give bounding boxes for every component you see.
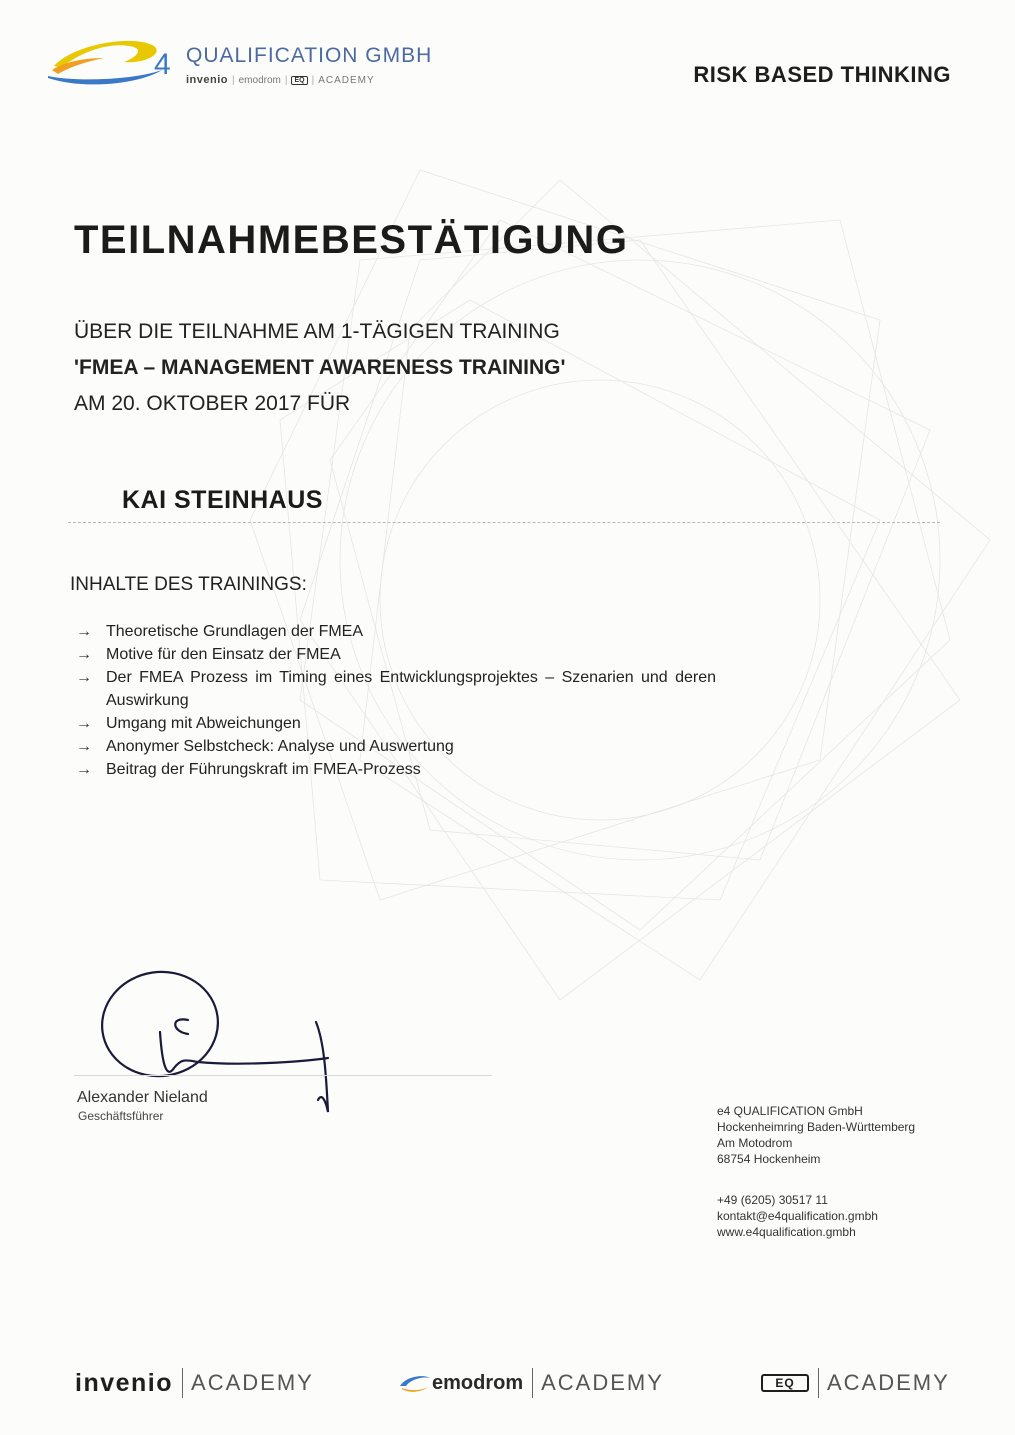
list-item: → Theoretische Grundlagen der FMEA [76,620,716,643]
training-name: 'FMEA – MANAGEMENT AWARENESS TRAINING' [74,356,566,379]
training-topic: RISK BASED THINKING [693,62,951,87]
participant-name: KAI STEINHAUS [122,486,323,514]
list-item: → Anonymer Selbstcheck: Analyse und Auswertung [76,735,716,758]
address-line-1: Hockenheimring Baden-Württemberg [717,1120,916,1134]
address-phone: +49 (6205) 30517 11 [717,1193,828,1207]
signer-role: Geschäftsführer [78,1109,164,1123]
certificate-intro [74,314,565,422]
logo-sub-emodrom: emodrom [238,74,281,86]
intro-line-3: AM 20. OKTOBER 2017 FÜR [74,392,351,415]
address-email: kontakt@e4qualification.gmbh [717,1209,878,1223]
list-item: → Beitrag der Führungskraft im FMEA-Prozess [76,758,716,781]
list-item: → Der FMEA Prozess im Timing eines Entwicklungsprojektes – Szenarien und deren Auswirkung [76,666,716,712]
logo-sub-academy: ACADEMY [318,74,375,86]
address-web: www.e4qualification.gmbh [717,1225,856,1239]
signature-line [74,1075,492,1076]
logo-sub-eq: EQ [291,76,307,85]
contents-heading: INHALTE DES TRAININGS: [70,574,307,595]
arrow-right-icon: → [76,623,92,640]
address-line-3: 68754 Hockenheim [717,1152,821,1166]
emodrom-swoosh-icon [398,1372,432,1394]
address-line-2: Am Motodrom [717,1136,793,1150]
arrow-right-icon: → [76,669,92,686]
document-title: TEILNAHMEBESTÄTIGUNG [74,218,629,262]
footer-emodrom-logo: emodrom ACADEMY [398,1368,664,1398]
contents-list [76,620,716,781]
signer-name: Alexander Nieland [77,1089,208,1106]
list-item: → Motive für den Einsatz der FMEA [76,643,716,666]
company-logo [44,34,433,94]
logo-sub-invenio: invenio [186,74,229,86]
intro-line-1: ÜBER DIE TEILNAHME AM 1-TÄGIGEN TRAINING [74,320,560,343]
arrow-right-icon: → [76,715,92,732]
arrow-right-icon: → [76,646,92,663]
footer-eq-logo: EQ ACADEMY [761,1368,950,1398]
logo-number: 4 [154,48,171,81]
footer-invenio-logo: invenio ACADEMY [75,1368,314,1397]
footer-logos [0,1368,1015,1408]
company-address [717,1103,915,1240]
dashed-divider [68,522,940,523]
arrow-right-icon: → [76,738,92,755]
address-company: e4 QUALIFICATION GmbH [717,1104,863,1118]
list-item: → Umgang mit Abweichungen [76,712,716,735]
logo-subline: invenio | emodrom | EQ | ACADEMY [186,74,375,86]
logo-title: QUALIFICATION GMBH [186,44,433,67]
arrow-right-icon: → [76,761,92,778]
